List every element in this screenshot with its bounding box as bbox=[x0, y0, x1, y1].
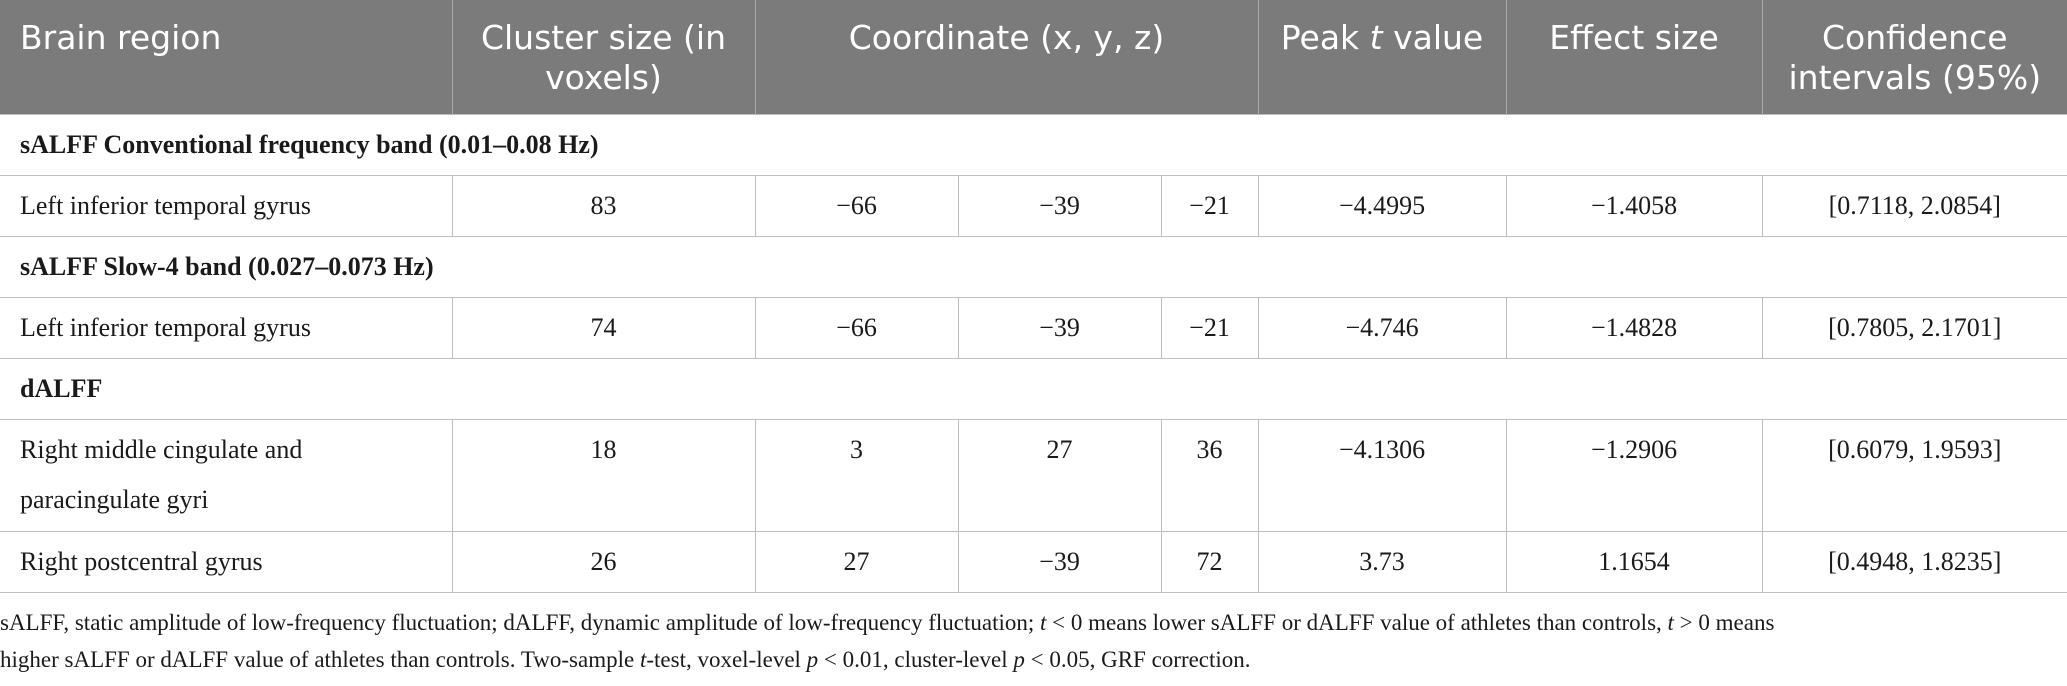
cell-y: 27 bbox=[958, 419, 1161, 531]
cell-cluster: 18 bbox=[452, 419, 755, 531]
footnote-italic-p: p bbox=[1013, 647, 1025, 672]
section-title-slow4: sALFF Slow-4 band (0.027–0.073 Hz) bbox=[0, 236, 2067, 297]
header-peak-t bbox=[1258, 0, 1506, 114]
footnote-italic-t: t bbox=[639, 647, 647, 672]
header-confidence-intervals: Confidence intervals (95%) bbox=[1762, 0, 2067, 114]
cell-region-line1: Right middle cingulate and bbox=[20, 434, 303, 464]
footnote-text: < 0.05, GRF correction. bbox=[1024, 647, 1251, 672]
table-footnote bbox=[0, 604, 2060, 678]
cell-effect: 1.1654 bbox=[1506, 531, 1762, 592]
header-peak-t-post: value bbox=[1382, 18, 1484, 57]
header-peak-t-pre: Peak bbox=[1280, 18, 1370, 57]
cell-cluster: 74 bbox=[452, 297, 755, 358]
footnote-italic-p: p bbox=[806, 647, 819, 672]
section-row bbox=[0, 358, 2067, 419]
header-cluster-size: Cluster size (in voxels) bbox=[452, 0, 755, 114]
cell-x: −66 bbox=[755, 297, 958, 358]
cell-y: −39 bbox=[958, 531, 1161, 592]
cell-region: Left inferior temporal gyrus bbox=[0, 175, 452, 236]
cell-cluster: 83 bbox=[452, 175, 755, 236]
header-coordinate: Coordinate (x, y, z) bbox=[755, 0, 1258, 114]
cell-region-line2: paracingulate gyri bbox=[20, 484, 209, 514]
cell-effect: −1.2906 bbox=[1506, 419, 1762, 531]
cell-x: 27 bbox=[755, 531, 958, 592]
cell-peak-t: −4.4995 bbox=[1258, 175, 1506, 236]
table-row bbox=[0, 175, 2067, 236]
cell-ci: [0.7118, 2.0854] bbox=[1762, 175, 2067, 236]
cell-region bbox=[0, 419, 452, 531]
cell-region: Left inferior temporal gyrus bbox=[0, 297, 452, 358]
cell-y: −39 bbox=[958, 297, 1161, 358]
footnote-italic-t: t bbox=[1667, 610, 1674, 635]
footnote-text: < 0.01, cluster-level bbox=[818, 647, 1014, 672]
table-row bbox=[0, 297, 2067, 358]
header-brain-region: Brain region bbox=[0, 0, 452, 114]
cell-y: −39 bbox=[958, 175, 1161, 236]
section-row bbox=[0, 236, 2067, 297]
cell-region: Right postcentral gyrus bbox=[0, 531, 452, 592]
cell-effect: −1.4058 bbox=[1506, 175, 1762, 236]
footnote-text: sALFF, static amplitude of low-frequency fluctuation; dALFF, dynamic amplitude of low-frequency fluctuation; bbox=[0, 610, 1041, 635]
footnote-text: > 0 means bbox=[1673, 610, 1775, 635]
cell-effect: −1.4828 bbox=[1506, 297, 1762, 358]
section-title-dalff: dALFF bbox=[0, 358, 2067, 419]
header-effect-size: Effect size bbox=[1506, 0, 1762, 114]
cell-cluster: 26 bbox=[452, 531, 755, 592]
cell-z: −21 bbox=[1161, 297, 1258, 358]
section-title-conventional: sALFF Conventional frequency band (0.01–0.08 Hz) bbox=[0, 114, 2067, 175]
table-row bbox=[0, 419, 2067, 531]
cell-z: 72 bbox=[1161, 531, 1258, 592]
footnote-italic-t: t bbox=[1040, 610, 1047, 635]
cell-peak-t: 3.73 bbox=[1258, 531, 1506, 592]
cell-z: −21 bbox=[1161, 175, 1258, 236]
table-row bbox=[0, 531, 2067, 592]
cell-ci: [0.7805, 2.1701] bbox=[1762, 297, 2067, 358]
header-peak-t-italic: t bbox=[1369, 18, 1383, 57]
cell-z: 36 bbox=[1161, 419, 1258, 531]
section-row bbox=[0, 114, 2067, 175]
cell-x: 3 bbox=[755, 419, 958, 531]
cell-ci: [0.6079, 1.9593] bbox=[1762, 419, 2067, 531]
cell-x: −66 bbox=[755, 175, 958, 236]
cell-peak-t: −4.1306 bbox=[1258, 419, 1506, 531]
cell-peak-t: −4.746 bbox=[1258, 297, 1506, 358]
cell-ci: [0.4948, 1.8235] bbox=[1762, 531, 2067, 592]
footnote-text: < 0 means lower sALFF or dALFF value of athletes than controls, bbox=[1046, 610, 1668, 635]
table-header bbox=[0, 0, 2067, 114]
footnote-text: -test, voxel-level bbox=[646, 647, 807, 672]
footnote-text: higher sALFF or dALFF value of athletes than controls. Two-sample bbox=[0, 647, 640, 672]
